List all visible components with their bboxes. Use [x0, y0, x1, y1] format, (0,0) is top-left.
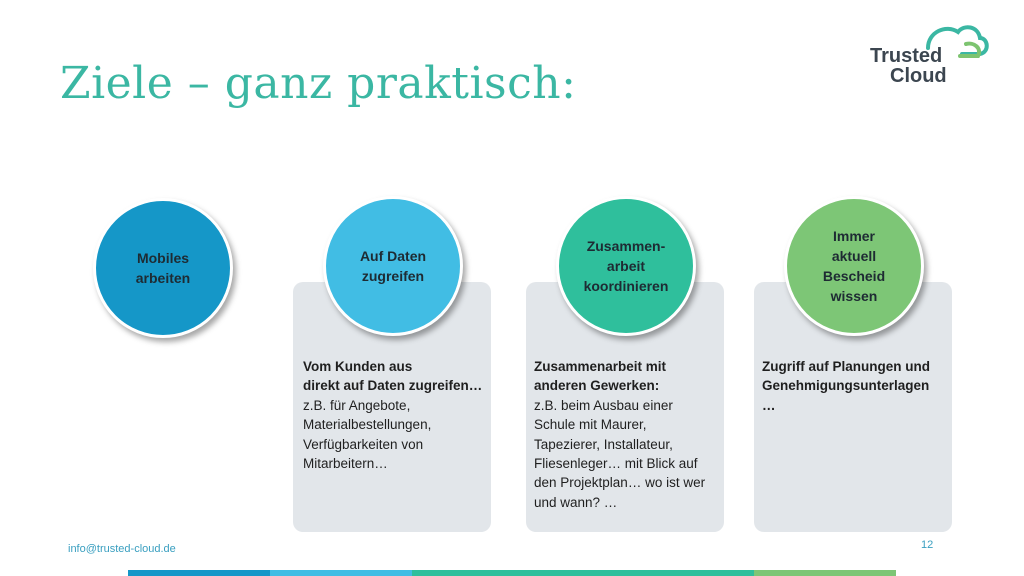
page-number: 12 — [921, 539, 934, 551]
goal-card-text — [762, 357, 946, 415]
card-text-line: und wann? … — [534, 494, 618, 510]
logo-text-cloud: Cloud — [890, 65, 947, 87]
goal-circle-collaboration — [556, 196, 696, 336]
card-text-line: Materialbestellungen, — [303, 417, 432, 433]
circle-label-line: wissen — [830, 288, 878, 304]
card-text-line: Tapezierer, Installateur, — [534, 436, 673, 452]
card-bold-line: Zugriff auf Planungen und — [762, 359, 930, 374]
footer-color-bar-segment — [270, 570, 412, 576]
circle-label-line: Mobiles — [136, 250, 190, 266]
circle-label-line: aktuell — [831, 248, 877, 264]
card-bold-line: direkt auf Daten zugreifen… — [303, 378, 483, 394]
page-title: Ziele – ganz praktisch: — [60, 58, 577, 109]
card-text-line: Schule mit Maurer, — [534, 417, 647, 433]
circle-label-line: koordinieren — [583, 278, 669, 294]
card-text-line: z.B. beim Ausbau einer — [534, 397, 673, 413]
footer-color-bar-segment — [754, 570, 896, 576]
goal-circle-mobile-work — [93, 198, 233, 338]
goal-circle-data-access — [323, 196, 463, 336]
footer-email-link[interactable]: info@trusted-cloud.de — [68, 543, 176, 555]
goal-card-text — [303, 357, 485, 473]
circle-label-line: Auf Daten — [359, 248, 427, 264]
card-text-line: z.B. für Angebote, — [303, 397, 411, 413]
card-text-line: Verfügbarkeiten von — [303, 436, 424, 452]
card-bold-line: Zusammenarbeit mit — [534, 359, 667, 374]
card-text-line: Fliesenleger… mit Blick auf — [534, 456, 698, 472]
circle-label-line: arbeit — [606, 258, 646, 274]
card-bold-line: Vom Kunden aus — [303, 359, 413, 374]
card-text-line: den Projektplan… wo ist wer — [534, 475, 706, 491]
footer-color-bar-segment — [412, 570, 754, 576]
circle-label-line: arbeiten — [135, 270, 191, 286]
card-bold-line: anderen Gewerken: — [534, 378, 660, 394]
card-bold-line: Genehmigungsunterlagen … — [762, 378, 930, 413]
card-text-line: Mitarbeitern… — [303, 456, 388, 472]
trusted-cloud-logo — [866, 22, 990, 88]
footer-color-bar-segment — [128, 570, 270, 576]
circle-label-line: Bescheid — [822, 268, 886, 284]
goal-circle-stay-informed — [784, 196, 924, 336]
logo-text-trusted: Trusted — [870, 45, 943, 67]
circle-label-line: Zusammen- — [586, 238, 666, 254]
circle-label-line: zugreifen — [361, 268, 425, 284]
goal-card-text — [534, 357, 718, 512]
circle-label-line: Immer — [832, 228, 876, 244]
